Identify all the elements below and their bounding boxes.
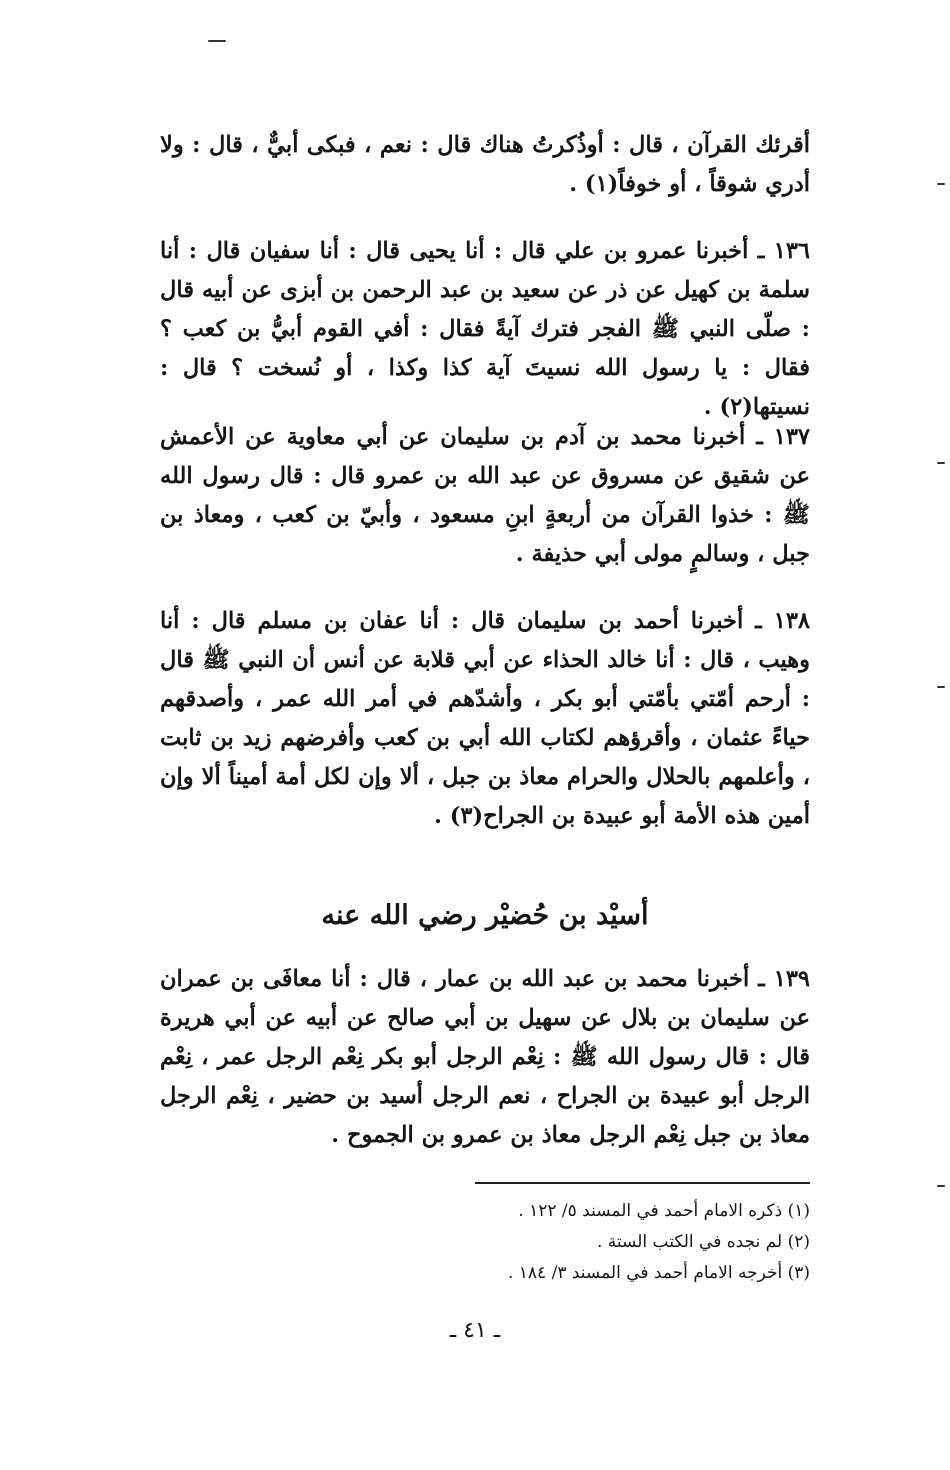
scan-mark [937, 1185, 945, 1187]
hadith-number: ١٣٩ [773, 966, 810, 992]
hadith-paragraph-136 [160, 232, 810, 427]
page-number: ـ ٤١ ـ [449, 1318, 501, 1343]
hadith-paragraph-138 [160, 602, 810, 836]
paragraph-continuation [160, 126, 810, 204]
paragraph-text: أقرئك القرآن ، قال : أوذُكرتُ هناك قال : نعم ، فبكى أبيٌّ ، قال : ولا أدري شوقاً ، أو خوفاً(١) . [160, 132, 810, 197]
hadith-paragraph-137 [160, 418, 810, 574]
hadith-number: ١٣٧ [773, 424, 810, 450]
hadith-number: ١٣٦ [773, 238, 810, 264]
paragraph-text: ـ أخبرنا محمد بن عبد الله بن عمار ، قال : أنا معافَى بن عمران عن سليمان بن بلال عن سهيل بن أبي صالح عن أبيه عن أبي هريرة قال : قال رسول الله ﷺ : نِعْم الرجل أبو بكر نِعْم الرجل عمر ، نِعْم الرجل أبو عبيدة بن الجراح ، نعم الرجل أسيد بن حضير ، نِعْم الرجل معاذ بن جبل نِعْم الرجل معاذ بن عمرو بن الجموح . [160, 966, 810, 1148]
scan-mark [208, 40, 226, 42]
footnote-divider [475, 1182, 810, 1184]
scan-mark [937, 183, 945, 185]
scan-mark [937, 462, 945, 464]
hadith-paragraph-139 [160, 960, 810, 1155]
footnote-1: (١) ذكره الامام أحمد في المسند ٥/ ١٢٢ . [518, 1201, 810, 1221]
footnotes [310, 1196, 810, 1289]
section-heading: أسيْد بن حُضيْر رضي الله عنه [321, 900, 649, 931]
hadith-number: ١٣٨ [773, 608, 810, 634]
paragraph-text: ـ أخبرنا عمرو بن علي قال : أنا يحيى قال : أنا سفيان قال : أنا سلمة بن كهيل عن ذر عن سعيد بن عبد الرحمن بن أبزى عن أبيه قال : صلّى النبي ﷺ الفجر فترك آيةً فقال : أفي القوم أبيُّ بن كعب ؟ فقال : يا رسول الله نسيتَ آية كذا وكذا ، أو نُسخت ؟ قال : نسيتها(٢) . [160, 238, 810, 420]
footnote-3: (٣) أخرجه الامام أحمد في المسند ٣/ ١٨٤ . [507, 1263, 810, 1283]
paragraph-text: ـ أخبرنا محمد بن آدم بن سليمان عن أبي معاوية عن الأعمش عن شقيق عن مسروق عن عبد الله بن عمرو قال : قال رسول الله ﷺ : خذوا القرآن من أربعةٍ ابنِ مسعود ، وأبيّ بن كعب ، ومعاذ بن جبل ، وسالمٍ مولى أبي حذيفة . [160, 424, 810, 567]
scan-mark [937, 686, 945, 688]
footnote-2: (٢) لم نجده في الكتب الستة . [597, 1232, 810, 1252]
paragraph-text: ـ أخبرنا أحمد بن سليمان قال : أنا عفان بن مسلم قال : أنا وهيب ، قال : أنا خالد الحذاء عن أبي قلابة عن أنس أن النبي ﷺ قال : أرحم أمّتي بأمّتي أبو بكر ، وأشدّهم في أمر الله عمر ، وأصدقهم حياءً عثمان ، وأقرؤهم لكتاب الله أبي بن كعب وأفرضهم زيد بن ثابت ، وأعلمهم بالحلال والحرام معاذ بن جبل ، ألا وإن لكل أمة أميناً ألا وإن أمين هذه الأمة أبو عبيدة بن الجراح(٣) . [160, 608, 810, 829]
